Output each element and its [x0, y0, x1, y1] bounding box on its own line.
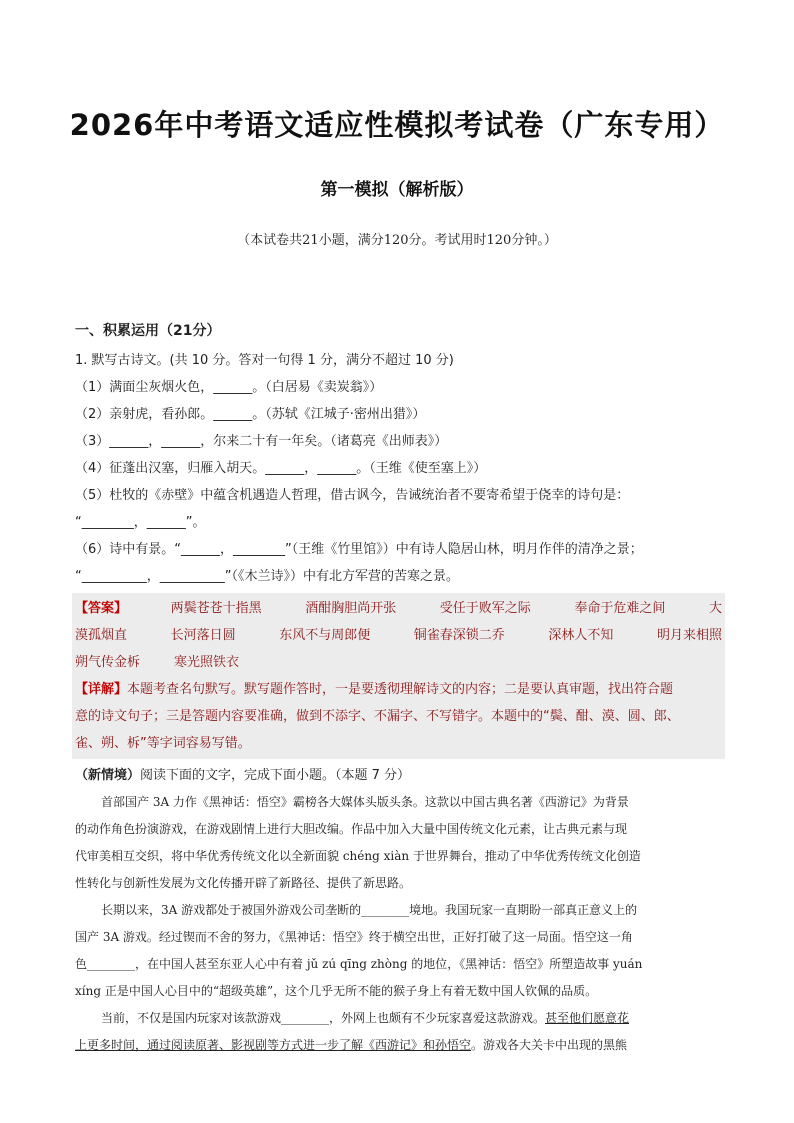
answer-item: 东风不与周郎便 — [279, 628, 371, 643]
page-subtitle: 第一模拟（解析版） — [320, 180, 474, 200]
passage-line: 首部国产 3A 力作《黑神话：悟空》霸榜各大媒体头版头条。这款以中国古典名著《西游记》为背景 — [101, 795, 629, 809]
answer-line-2 — [75, 622, 722, 649]
context-intro — [75, 763, 725, 789]
question-item: “__________，__________”（《木兰诗》）中有北方军营的苦寒之景。 — [75, 569, 459, 584]
answer-item: 铜雀春深锁二乔 — [413, 628, 505, 643]
passage-line — [75, 1005, 725, 1032]
passage-line: xíng 正是中国人心目中的“超级英雄”，这个几乎无所不能的猴子身上有着无数中国人钦佩的品质。 — [75, 984, 598, 998]
answer-item: 朔气传金柝 — [75, 655, 141, 670]
question-item: “________，______”。 — [75, 515, 206, 530]
detail-text: 本题考查名句默写。默写题作答时，一是要透彻理解诗文的内容；二是要认真审题，找出符合题 — [127, 682, 674, 697]
question-item: （3）______，______，尔来二十有一年矣。（诸葛亮《出师表》） — [75, 434, 448, 449]
passage-line: 性转化与创新性发展为文化传播开辟了新路径、提供了新思路。 — [75, 876, 412, 890]
context-tag: （新情境） — [75, 768, 141, 783]
answer-item: 漠孤烟直 — [75, 628, 128, 643]
detail-line-3: 雀、朔、柝”等字词容易写错。 — [75, 736, 251, 751]
passage-text: 当前，不仅是国内玩家对该款游戏________，外网上也颇有不少玩家喜爱这款游戏。 — [101, 1011, 546, 1025]
question-item: （4）征蓬出汉塞，归雁入胡天。______，______。（王维《使至塞上》） — [75, 461, 487, 476]
answer-item: 奉命于危难之间 — [574, 601, 666, 616]
answer-item: 酒酣胸胆尚开张 — [305, 601, 397, 616]
question-item: （2）亲射虎，看孙郎。______。（苏轼《江城子·密州出猎》） — [75, 407, 426, 422]
passage-line: 的动作角色扮演游戏，在游戏剧情上进行大胆改编。作品中加入大量中国传统文化元素，让古典元素与现 — [75, 822, 628, 836]
answer-item: 深林人不知 — [548, 628, 614, 643]
exam-note: （本试卷共21小题，满分120分。考试用时120分钟。） — [237, 233, 557, 248]
question-1-intro: 1. 默写古诗文。(共 10 分。答对一句得 1 分，满分不超过 10 分) — [75, 353, 454, 368]
answer-item: 受任于败军之际 — [439, 601, 531, 616]
question-item: （6）诗中有景。“______，________”（王维《竹里馆》）中有诗人隐居山林，明月作伴的清净之景； — [75, 542, 643, 557]
passage-line: 代审美相互交织，将中华优秀传统文化以全新面貌 chéng xiàn 于世界舞台，推动了中华优秀传统文化创造 — [75, 849, 641, 863]
answer-line-1 — [75, 595, 722, 622]
answer-tag: 【答案】 — [75, 601, 128, 616]
passage-text: 。游戏各大关卡中出现的黑熊 — [471, 1038, 628, 1052]
passage-line: 国产 3A 游戏。经过锲而不舍的努力，《黑神话：悟空》终于横空出世，正好打破了这一局面。悟空这一角 — [75, 930, 633, 944]
answer-box — [72, 593, 725, 759]
question-item: （1）满面尘灰烟火色，______。（白居易《卖炭翁》） — [75, 380, 383, 395]
exam-content — [75, 318, 725, 1059]
section-heading: 一、积累运用（21分） — [75, 323, 221, 339]
detail-line-2: 意的诗文句子；三是答题内容要准确，做到不添字、不漏字、不写错字。本题中的“鬓、酣、漠、圆、郎、 — [75, 709, 680, 724]
answer-item: 两鬓苍苍十指黑 — [170, 601, 262, 616]
underlined-sentence: 上更多时间，通过阅读原著、影视剧等方式进一步了解《西游记》和孙悟空 — [75, 1038, 472, 1052]
passage-line — [75, 1032, 725, 1059]
question-item: （5）杜牧的《赤壁》中蕴含机遇造人哲理，借古讽今，告诫统治者不要寄希望于侥幸的诗句是： — [75, 488, 630, 503]
page-title: 2026年中考语文适应性模拟考试卷（广东专用） — [69, 108, 725, 142]
detail-line-1 — [75, 676, 722, 703]
answer-item: 寒光照铁衣 — [174, 655, 240, 670]
answer-item: 长河落日圆 — [170, 628, 236, 643]
detail-tag: 【详解】 — [75, 682, 128, 697]
context-text: 阅读下面的文字，完成下面小题。（本题 7 分） — [140, 768, 411, 783]
passage-line: 色________，在中国人甚至东亚人心中有着 jǔ zú qīng zhòng 的地位，《黑神话：悟空》所塑造故事 yuán — [75, 957, 643, 971]
passage-line: 长期以来，3A 游戏都处于被国外游戏公司垄断的________境地。我国玩家一直期盼一部真正意义上的 — [101, 903, 638, 917]
underlined-sentence: 甚至他们愿意花 — [545, 1011, 630, 1025]
answer-item: 大 — [708, 601, 722, 616]
answer-item: 明月来相照 — [656, 628, 722, 643]
answer-line-3 — [75, 649, 722, 676]
